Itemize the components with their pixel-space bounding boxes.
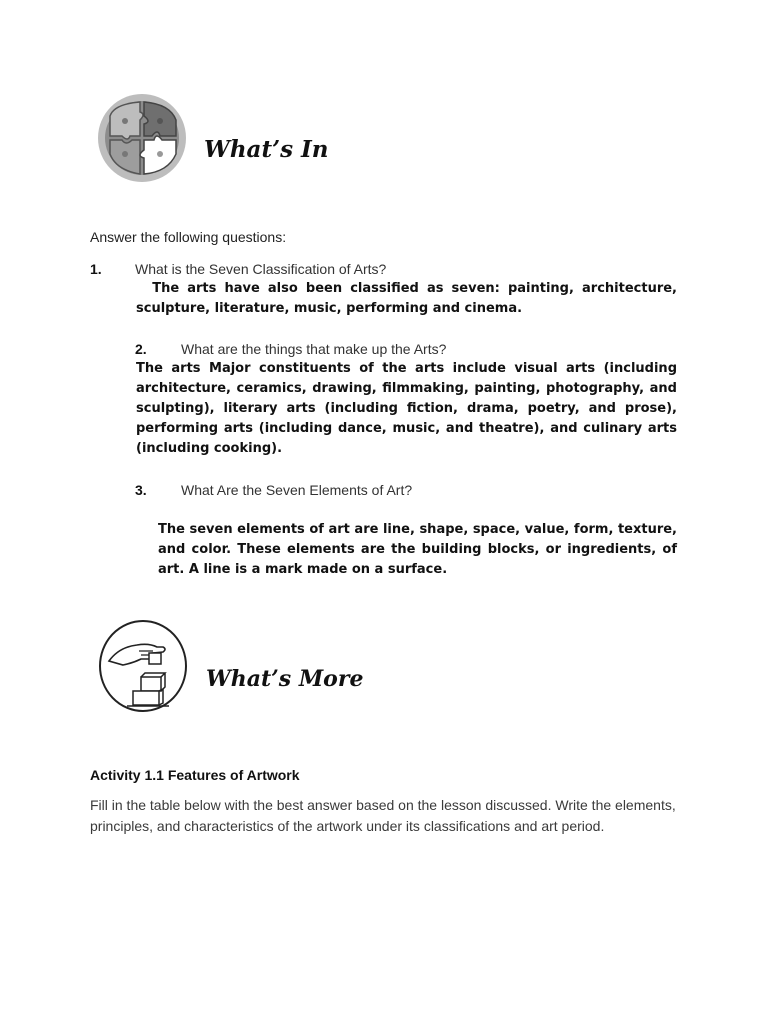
answer-1-line-1: The arts have also been classified as seven: painting, architecture, — [136, 281, 677, 296]
activity-instructions: Fill in the table below with the best answer based on the lesson discussed. Write the elements, principles, and characteristics of the artwork under its classifications and art period. — [90, 797, 676, 834]
question-1-number: 1. — [90, 261, 102, 277]
intro-text: Answer the following questions: — [90, 229, 287, 245]
whats-in-section — [0, 0, 768, 200]
question-3-text: What Are the Seven Elements of Art? — [181, 482, 413, 498]
whats-more-section — [0, 610, 768, 720]
answer-3: The seven elements of art are line, shape, space, value, form, texture, and color. These elements are the building blocks, or ingredients, of art. A line is a mark made on a surface. — [158, 522, 677, 577]
question-2-number: 2. — [135, 341, 147, 357]
activity-title: Activity 1.1 Features of Artwork — [90, 767, 300, 783]
question-3-number: 3. — [135, 482, 147, 498]
answer-1-line-2: sculpture, literature, music, performing and cinema. — [136, 301, 523, 316]
answer-2: The arts Major constituents of the arts include visual arts (including architecture, ceramics, drawing, filmmaking, painting, photography, and sculpting), literary arts (including fiction, drama, poetry, and prose), performing arts (including dance, music, and theatre), and culinary arts (including cooking). — [136, 361, 677, 456]
whats-more-title: What’s More — [206, 666, 364, 692]
puzzle-pieces-icon — [96, 92, 188, 184]
whats-in-title: What’s In — [204, 136, 329, 163]
question-1-text: What is the Seven Classification of Arts? — [135, 261, 387, 277]
hand-stacking-blocks-icon — [97, 617, 189, 713]
question-2-text: What are the things that make up the Arts? — [181, 341, 447, 357]
